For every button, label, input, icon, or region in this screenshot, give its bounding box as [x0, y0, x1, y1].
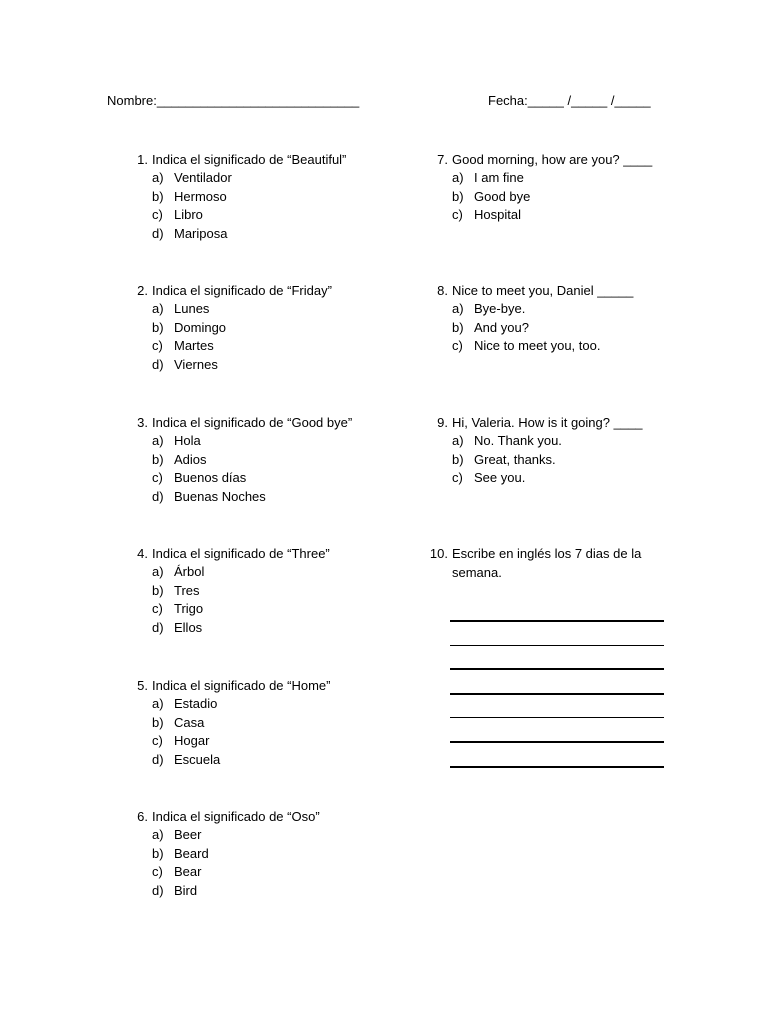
- option-text: Viernes: [174, 357, 218, 373]
- option-letter: a): [152, 696, 164, 711]
- option-text: Buenas Noches: [174, 489, 266, 505]
- option-letter: b): [152, 319, 164, 335]
- answer-option[interactable]: [126, 600, 426, 619]
- question-block: [126, 807, 426, 901]
- answer-option[interactable]: [126, 337, 426, 356]
- question-block: [126, 281, 426, 375]
- option-text: See you.: [474, 470, 526, 486]
- option-letter: d): [152, 489, 164, 505]
- option-text: Lunes: [174, 301, 210, 316]
- option-letter: a): [152, 433, 164, 448]
- answer-line[interactable]: [450, 620, 664, 622]
- answer-option[interactable]: [126, 300, 426, 319]
- option-text: Bear: [174, 864, 202, 880]
- option-letter: a): [152, 827, 164, 842]
- question-number: 3.: [137, 415, 148, 430]
- option-text: Libro: [174, 207, 203, 223]
- option-text: And you?: [474, 319, 529, 335]
- question-number: 10.: [429, 546, 448, 561]
- option-text: Good bye: [474, 188, 531, 204]
- question-line: [126, 281, 426, 300]
- option-letter: d): [152, 883, 164, 899]
- date-field-label: Fecha:_____ /_____ /_____: [488, 93, 651, 108]
- question-text: Indica el significado de “Home”: [152, 678, 331, 693]
- answer-option[interactable]: [126, 469, 426, 488]
- option-text: Estadio: [174, 696, 218, 711]
- question-line: [126, 676, 426, 695]
- question-number: 2.: [137, 283, 148, 298]
- question-text: Hi, Valeria. How is it going? ____: [452, 415, 643, 430]
- option-text: Adios: [174, 451, 207, 467]
- option-letter: b): [152, 714, 164, 730]
- option-letter: b): [452, 319, 464, 335]
- answer-option[interactable]: [426, 469, 716, 488]
- answer-option[interactable]: [126, 356, 426, 375]
- name-field-label: Nombre:____________________________: [107, 93, 360, 108]
- option-letter: a): [152, 301, 164, 316]
- question-number: 5.: [137, 678, 148, 693]
- option-letter: c): [152, 470, 163, 486]
- option-text: Nice to meet you, too.: [474, 338, 601, 354]
- question-text: Indica el significado de “Three”: [152, 546, 330, 561]
- answer-option[interactable]: [126, 882, 426, 901]
- answer-option[interactable]: [126, 225, 426, 244]
- option-letter: a): [452, 433, 464, 448]
- answer-option[interactable]: [126, 695, 426, 714]
- question-block: [126, 150, 426, 244]
- option-letter: b): [152, 582, 164, 598]
- option-letter: c): [152, 207, 163, 223]
- option-text: Bye-bye.: [474, 301, 526, 316]
- question-block: [426, 150, 716, 225]
- option-text: Escuela: [174, 752, 221, 768]
- option-letter: b): [152, 845, 164, 861]
- question-text-continuation: semana.: [452, 565, 502, 580]
- question-block: [426, 544, 716, 582]
- answer-line[interactable]: [450, 693, 664, 695]
- option-text: Beer: [174, 827, 202, 842]
- option-letter: b): [152, 188, 164, 204]
- question-text: Indica el significado de “Beautiful”: [152, 152, 347, 167]
- question-line: [126, 150, 426, 169]
- option-text: Árbol: [174, 564, 205, 579]
- answer-line[interactable]: [450, 668, 664, 670]
- option-text: No. Thank you.: [474, 433, 562, 448]
- option-text: Domingo: [174, 319, 227, 335]
- option-text: Mariposa: [174, 226, 228, 242]
- answer-option[interactable]: [126, 751, 426, 770]
- option-letter: b): [152, 451, 164, 467]
- option-letter: a): [452, 170, 464, 185]
- option-letter: c): [452, 338, 463, 354]
- option-letter: c): [452, 470, 463, 486]
- option-letter: c): [152, 864, 163, 880]
- option-text: Martes: [174, 338, 214, 354]
- question-text: Indica el significado de “Good bye”: [152, 415, 353, 430]
- option-letter: a): [152, 170, 164, 185]
- question-line: [126, 413, 426, 432]
- question-block: [426, 413, 716, 488]
- answer-line[interactable]: [450, 766, 664, 768]
- question-line: [426, 413, 716, 432]
- question-block: [126, 413, 426, 507]
- answer-option[interactable]: [426, 188, 716, 207]
- question-text: Good morning, how are you? ____: [452, 152, 653, 167]
- answer-option[interactable]: [126, 188, 426, 207]
- question-number: 4.: [137, 546, 148, 561]
- option-letter: c): [152, 338, 163, 354]
- question-number: 7.: [437, 152, 448, 167]
- question-number: 1.: [137, 152, 148, 167]
- answer-option[interactable]: [126, 169, 426, 188]
- option-text: Tres: [174, 582, 200, 598]
- answer-option[interactable]: [426, 206, 716, 225]
- option-letter: a): [452, 301, 464, 316]
- question-line: [126, 807, 426, 826]
- question-number: 6.: [137, 809, 148, 824]
- answer-line[interactable]: [450, 741, 664, 743]
- option-text: Hermoso: [174, 188, 227, 204]
- option-letter: c): [452, 207, 463, 223]
- option-letter: c): [152, 733, 163, 749]
- option-text: Buenos días: [174, 470, 247, 486]
- question-line: [426, 544, 716, 563]
- answer-option[interactable]: [126, 582, 426, 601]
- answer-option[interactable]: [126, 451, 426, 470]
- option-text: Hola: [174, 433, 201, 448]
- option-text: Trigo: [174, 601, 204, 617]
- answer-option[interactable]: [126, 563, 426, 582]
- option-text: Casa: [174, 714, 205, 730]
- option-text: Ventilador: [174, 170, 232, 185]
- option-text: Hospital: [474, 207, 521, 223]
- option-text: Ellos: [174, 620, 203, 636]
- answer-lines: [450, 620, 664, 790]
- answer-option[interactable]: [426, 451, 716, 470]
- answer-line[interactable]: [450, 645, 664, 646]
- option-text: I am fine: [474, 170, 524, 185]
- option-letter: d): [152, 752, 164, 768]
- question-line: [426, 150, 716, 169]
- option-text: Bird: [174, 883, 198, 899]
- question-block: [126, 544, 426, 638]
- question-text: Nice to meet you, Daniel _____: [452, 283, 634, 298]
- answer-option[interactable]: [426, 169, 716, 188]
- question-line: [126, 544, 426, 563]
- answer-option[interactable]: [126, 432, 426, 451]
- option-text: Great, thanks.: [474, 451, 556, 467]
- option-letter: b): [452, 451, 464, 467]
- option-letter: c): [152, 601, 163, 617]
- question-continuation-line: [426, 563, 716, 582]
- answer-option[interactable]: [126, 863, 426, 882]
- option-letter: d): [152, 620, 164, 636]
- answer-option[interactable]: [126, 319, 426, 338]
- answer-option[interactable]: [426, 300, 716, 319]
- answer-option[interactable]: [426, 432, 716, 451]
- question-text: Indica el significado de “Oso”: [152, 809, 320, 824]
- question-text: Escribe en inglés los 7 dias de la: [452, 546, 642, 561]
- question-block: [126, 676, 426, 770]
- option-letter: d): [152, 226, 164, 242]
- option-text: Beard: [174, 845, 209, 861]
- option-letter: d): [152, 357, 164, 373]
- answer-option[interactable]: [126, 206, 426, 225]
- answer-line[interactable]: [450, 717, 664, 718]
- question-number: 8.: [437, 283, 448, 298]
- option-letter: a): [152, 564, 164, 579]
- answer-option[interactable]: [426, 337, 716, 356]
- answer-option[interactable]: [126, 714, 426, 733]
- answer-option[interactable]: [426, 319, 716, 338]
- answer-option[interactable]: [126, 619, 426, 638]
- question-number: 9.: [437, 415, 448, 430]
- question-line: [426, 281, 716, 300]
- answer-option[interactable]: [126, 732, 426, 751]
- answer-option[interactable]: [126, 845, 426, 864]
- option-text: Hogar: [174, 733, 210, 749]
- question-block: [426, 281, 716, 356]
- question-text: Indica el significado de “Friday”: [152, 283, 332, 298]
- option-letter: b): [452, 188, 464, 204]
- answer-option[interactable]: [126, 826, 426, 845]
- answer-option[interactable]: [126, 488, 426, 507]
